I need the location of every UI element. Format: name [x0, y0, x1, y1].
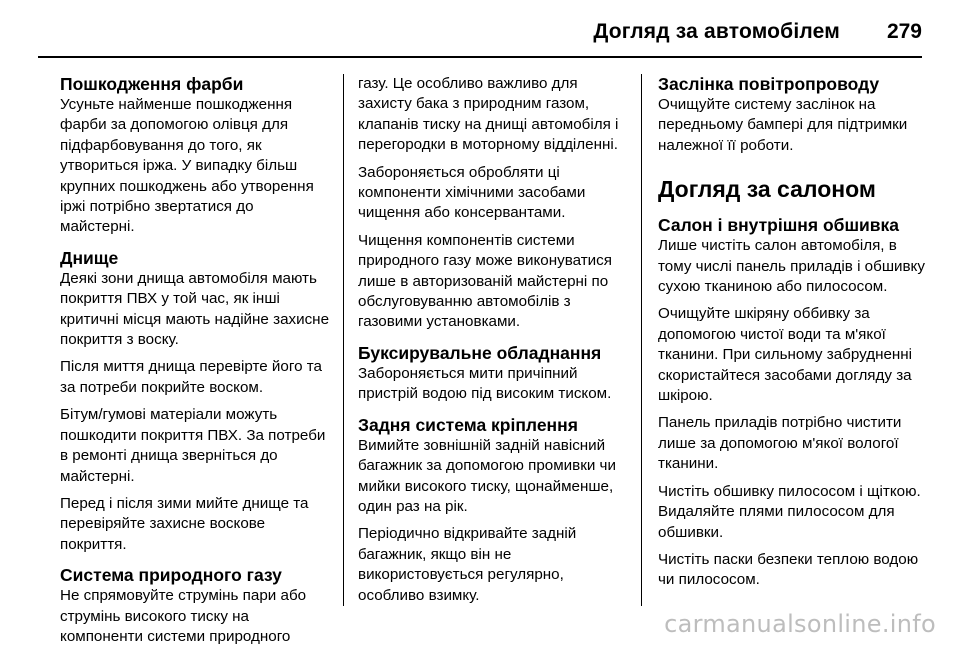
- column-divider-2: [641, 74, 642, 606]
- paragraph: Чистіть обшивку пилососом і щіткою. Видаляйте плями пилососом для обшивки.: [658, 482, 921, 541]
- paragraph: Усуньте найменше пошкодження фарби за допомогою олівця для підфарбовування до того, як утвориться іржа. У випадку більш крупних пошкоджень або утворення іржі потрібно звертатися до майстерні.: [60, 96, 314, 236]
- paragraph: Вимийте зовнішній задній навісний багажник за допомогою промивки чи мийки високого тиску, щонайменше, один раз на рік.: [358, 436, 616, 515]
- section-heading: Днище: [60, 247, 119, 268]
- page-title: Догляд за автомобілем: [593, 20, 840, 43]
- section-underbody: [60, 248, 332, 555]
- section-heading: Буксирувальне обладнання: [358, 342, 602, 363]
- paragraph: Очищуйте систему заслінок на передньому бампері для підтримки належної її роботи.: [658, 96, 908, 154]
- section-heading: Салон і внутрішня обшивка: [658, 215, 900, 236]
- section-natural-gas-cont: [358, 74, 630, 333]
- paragraph: Перед і після зими мийте днище та перевіряйте захисне воскове покриття.: [60, 494, 309, 553]
- paragraph: Чистіть паски безпеки теплою водою чи пилососом.: [658, 550, 919, 589]
- column-divider-1: [343, 74, 344, 606]
- section-heading: Система природного газу: [60, 565, 282, 586]
- column-1: [60, 74, 332, 657]
- watermark: carmanualsonline.info: [664, 610, 936, 638]
- paragraph: Бітум/гумові матеріали можуть пошкодити покриття ПВХ. За потреби в ремонті днища зверніться до майстерні.: [60, 406, 326, 485]
- paragraph: Забороняється мити причіпний пристрій водою під високим тиском.: [358, 364, 612, 403]
- section-air-flap: [658, 74, 933, 156]
- page-header: [0, 0, 960, 68]
- paragraph: Не спрямовуйте струмінь пари або струмінь високого тиску на компоненти системи природного: [60, 587, 307, 645]
- paragraph: газу. Це особливо важливо для захисту бака з природним газом, клапанів тиску на днищі автомобіля і перегородки в моторному відділенні.: [358, 75, 619, 154]
- section-natural-gas: [60, 565, 332, 647]
- section-heading: Пошкодження фарби: [60, 74, 244, 94]
- chapter-heading: Догляд за салоном: [658, 176, 876, 203]
- section-rear-carrier: [358, 415, 630, 606]
- column-2: [358, 74, 630, 616]
- section-heading: Задня система кріплення: [358, 414, 578, 435]
- paragraph: Лише чистіть салон автомобіля, в тому числі панель приладів і обшивку сухою тканиною або пилососом.: [658, 237, 925, 296]
- paragraph: Після миття днища перевірте його та за потреби покрийте воском.: [60, 358, 322, 396]
- section-heading: Заслінка повітропроводу: [658, 74, 880, 94]
- page-number: 279: [886, 20, 922, 43]
- paragraph: Очищуйте шкіряну оббивку за допомогою чистої води та м'якої тканини. При сильному забрудненні скористайтеся засобами догляду за шкірою.: [658, 305, 913, 405]
- section-towing: [358, 343, 630, 405]
- section-paint-damage: [60, 74, 332, 238]
- paragraph: Періодично відкривайте задній багажник, якщо він не використовується регулярно, особливо взимку.: [358, 525, 577, 604]
- section-interior-trim: [658, 215, 933, 591]
- column-3: [658, 74, 933, 601]
- paragraph: Деякі зони днища автомобіля мають покриття ПВХ у той час, як інші критичні місця мають надійне захисне покриття з воску.: [60, 269, 330, 349]
- paragraph: Панель приладів потрібно чистити лише за допомогою м'якої вологої тканини.: [658, 414, 902, 473]
- header-divider: [38, 56, 922, 58]
- paragraph: Забороняється обробляти ці компоненти хімічними засобами чищення або консервантами.: [358, 163, 586, 222]
- paragraph: Чищення компонентів системи природного газу може виконуватися лише в авторизованій майстерні по обслуговуванню автомобілів з газовими установками.: [358, 231, 612, 331]
